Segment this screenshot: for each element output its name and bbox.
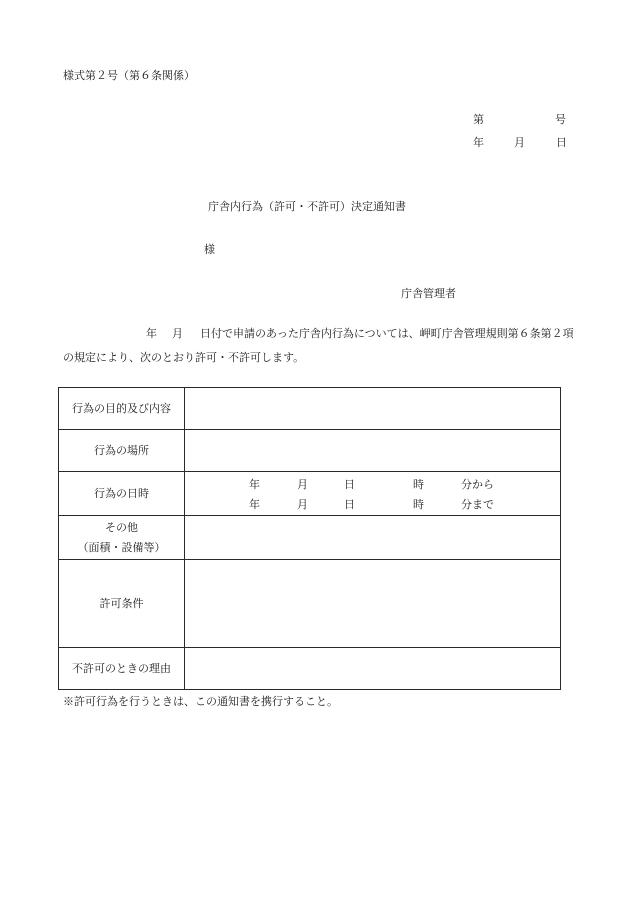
issue-date-month: 月 xyxy=(514,136,525,149)
table-row-conditions xyxy=(59,560,561,648)
value-datetime[interactable] xyxy=(185,472,561,516)
issue-number-suffix: 号 xyxy=(555,113,566,126)
start-month: 月 xyxy=(297,477,308,491)
label-other-line1: その他 xyxy=(105,520,138,534)
issuer-title: 庁舎管理者 xyxy=(401,287,456,300)
notice-body xyxy=(63,322,578,370)
value-other[interactable] xyxy=(185,516,561,560)
issue-number-prefix: 第 xyxy=(473,113,484,126)
start-day: 日 xyxy=(344,477,355,491)
label-other-line2: （面積・設備等） xyxy=(77,540,166,554)
table-row-denial-reason xyxy=(59,648,561,690)
body-month: 月 xyxy=(172,327,183,340)
body-year: 年 xyxy=(146,327,157,340)
notice-table xyxy=(58,387,561,690)
start-year: 年 xyxy=(249,477,260,491)
label-denial-reason: 不許可のときの理由 xyxy=(59,648,185,690)
value-purpose[interactable] xyxy=(185,388,561,430)
table-row-purpose xyxy=(59,388,561,430)
value-denial-reason[interactable] xyxy=(185,648,561,690)
document-title: 庁舎内行為（許可・不許可）決定通知書 xyxy=(208,200,406,213)
end-minute: 分まで xyxy=(461,497,494,511)
label-datetime: 行為の日時 xyxy=(59,472,185,516)
value-conditions[interactable] xyxy=(185,560,561,648)
end-month: 月 xyxy=(297,497,308,511)
end-day: 日 xyxy=(344,497,355,511)
body-text: 日付で申請のあった庁舎内行為については、岬町庁舎管理規則第６条第２項の規定により、次のとおり許可・不許可します。 xyxy=(63,327,574,364)
form-number: 様式第２号（第６条関係） xyxy=(63,69,195,82)
label-other xyxy=(59,516,185,560)
label-purpose: 行為の目的及び内容 xyxy=(59,388,185,430)
start-hour: 時 xyxy=(413,477,424,491)
issue-date-year: 年 xyxy=(473,136,484,149)
datetime-end xyxy=(185,494,560,514)
issue-date-day: 日 xyxy=(556,136,567,149)
table-row-datetime xyxy=(59,472,561,516)
label-place: 行為の場所 xyxy=(59,430,185,472)
value-place[interactable] xyxy=(185,430,561,472)
table-row-other xyxy=(59,516,561,560)
start-minute: 分から xyxy=(461,477,494,491)
end-year: 年 xyxy=(249,497,260,511)
footnote: ※許可行為を行うときは、この通知書を携行すること。 xyxy=(63,695,338,708)
label-conditions: 許可条件 xyxy=(59,560,185,648)
end-hour: 時 xyxy=(413,497,424,511)
addressee-suffix: 様 xyxy=(204,243,215,256)
table-row-place xyxy=(59,430,561,472)
datetime-start xyxy=(185,474,560,494)
